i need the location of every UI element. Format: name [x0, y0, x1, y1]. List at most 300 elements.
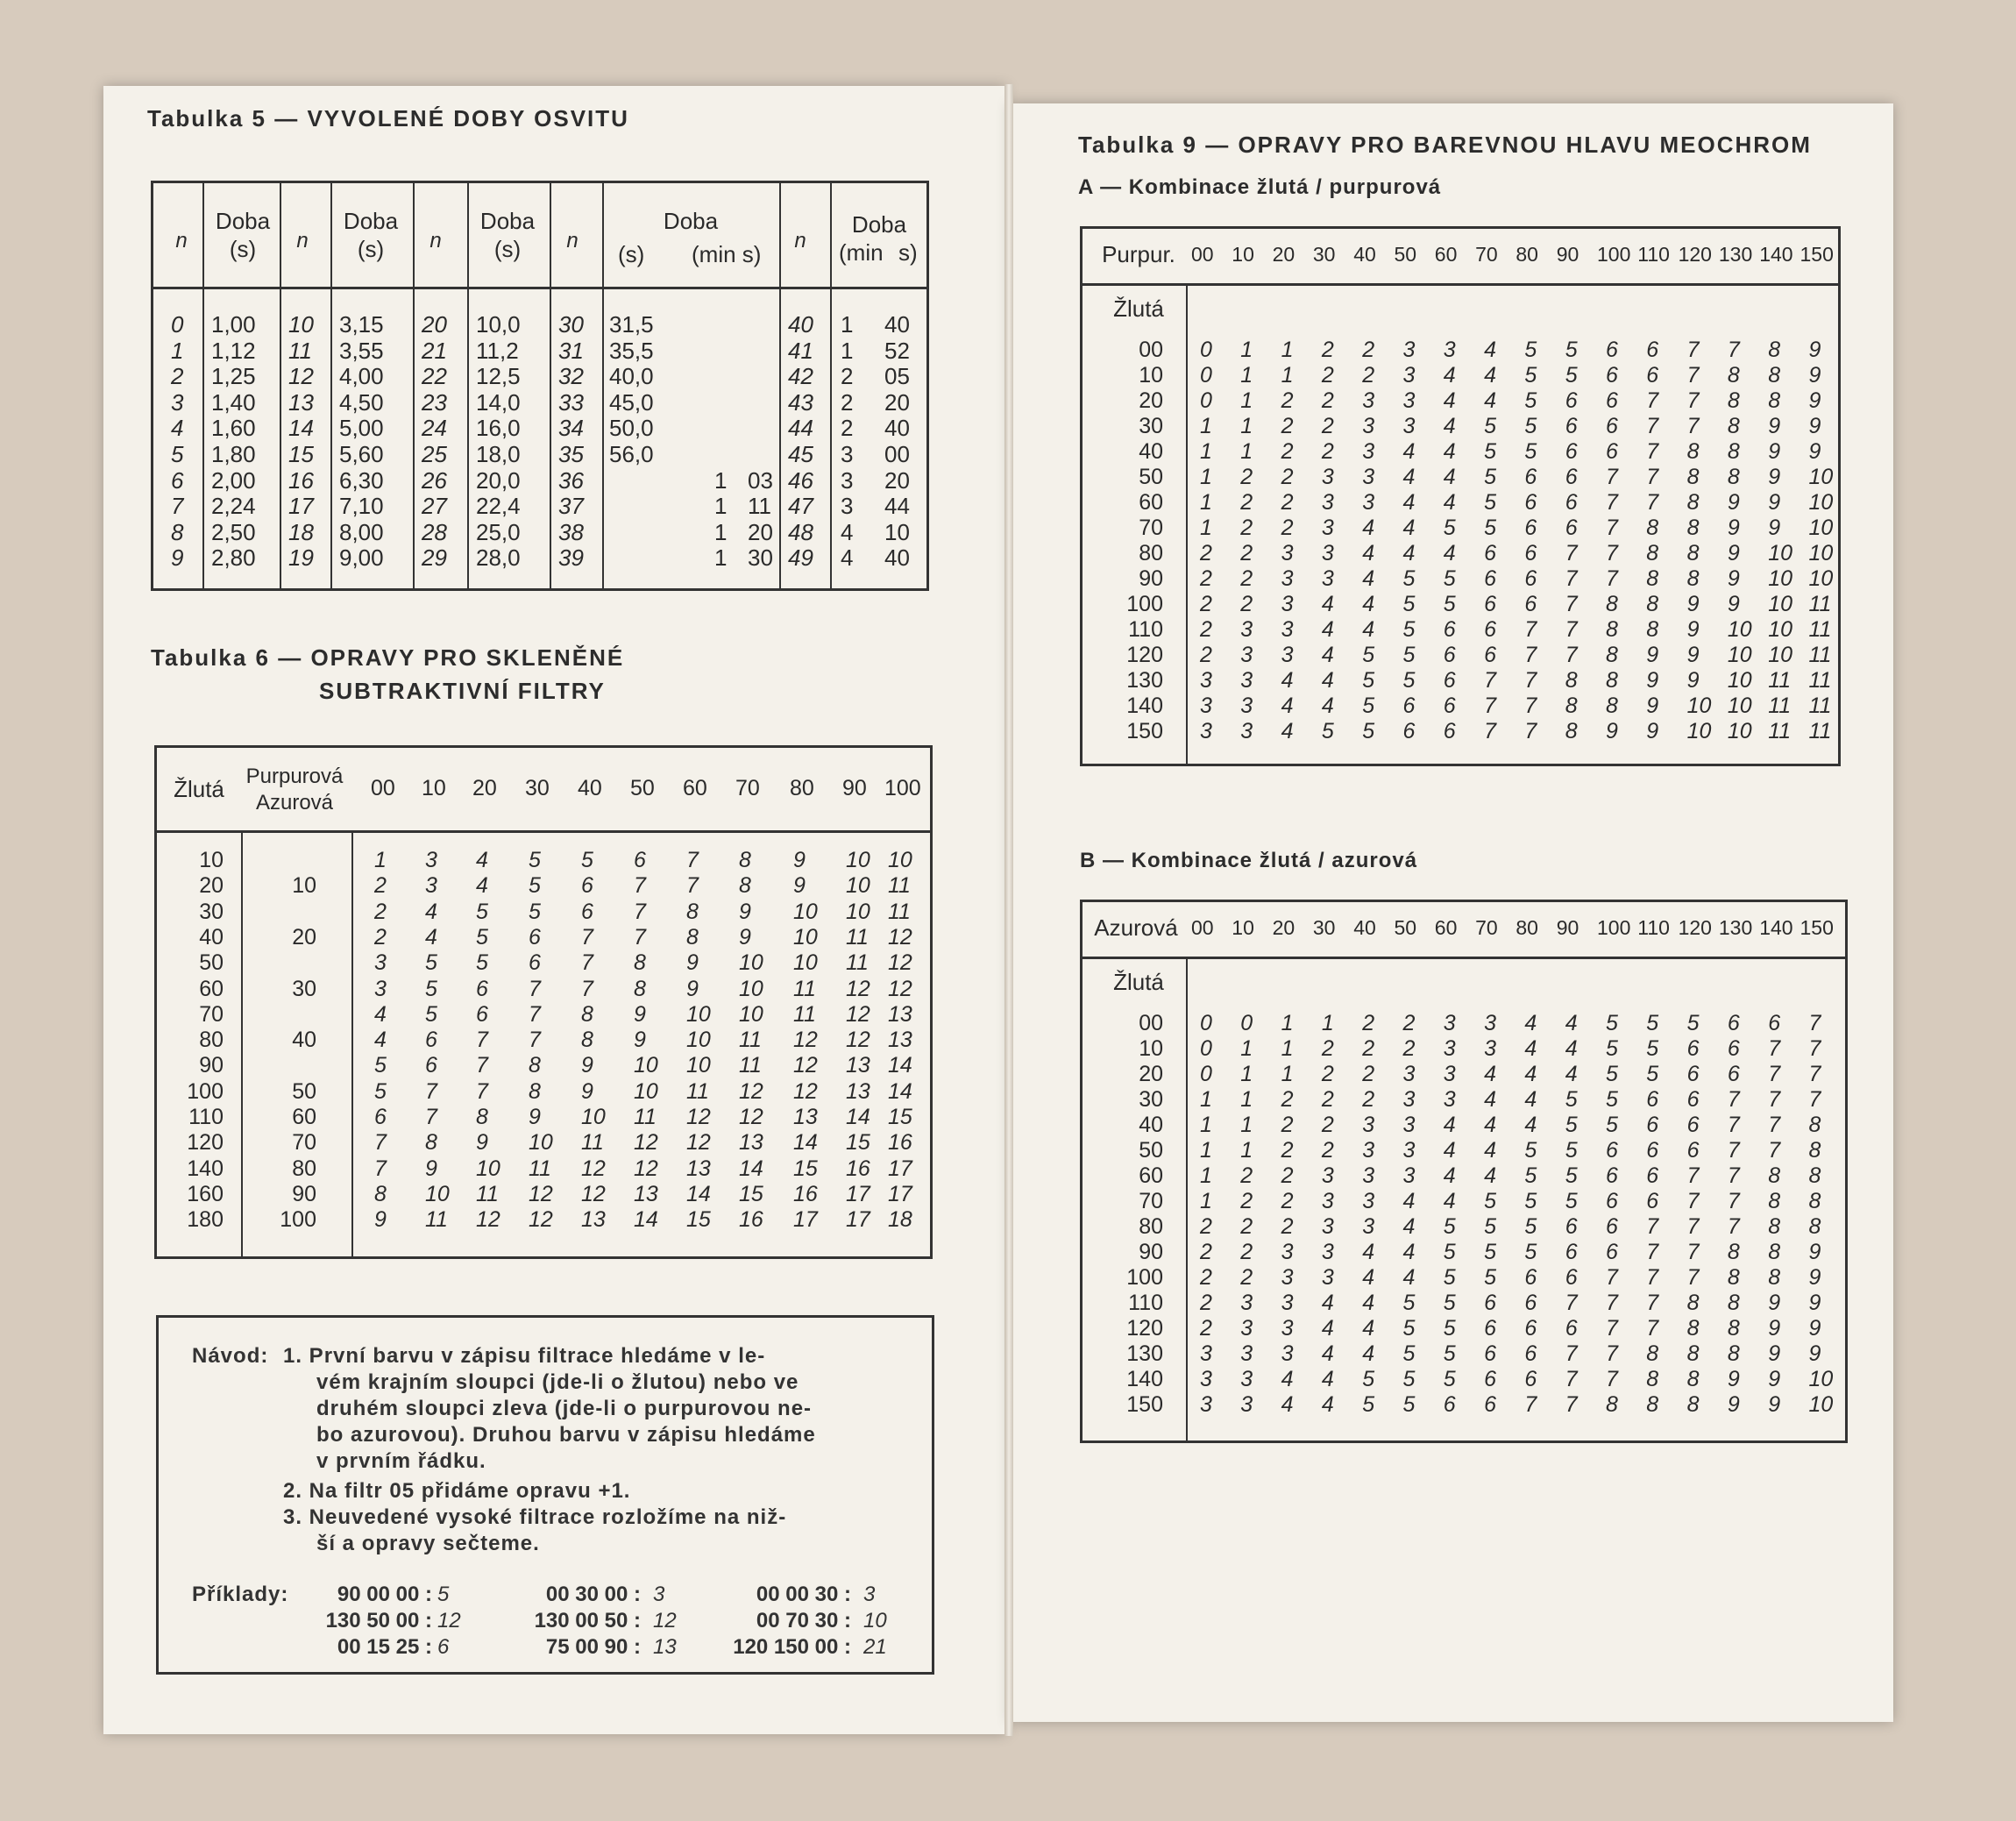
t9a-cell: 10	[1727, 617, 1752, 642]
t6-cell: 7	[686, 848, 699, 872]
t9b-cell: 6	[1646, 1113, 1659, 1137]
t9b-cell: 3	[1402, 1113, 1416, 1137]
t6-cell: 7	[634, 873, 646, 899]
t9b-cell: 10	[1808, 1367, 1834, 1391]
example-result: 21	[863, 1635, 887, 1659]
t9a-cell: 11	[1808, 668, 1832, 693]
t9a-h-purpur: Purpur.	[1102, 241, 1175, 267]
t6-row-zluta: 100	[187, 1078, 224, 1104]
t9a-cell: 7	[1524, 668, 1537, 693]
t9b-cell: 3	[1200, 1341, 1212, 1366]
t9b-cell: 8	[1808, 1138, 1821, 1163]
t9a-cell: 4	[1281, 719, 1294, 743]
example-code: 00 00 30 :	[756, 1583, 851, 1606]
t9a-cell: 11	[1808, 643, 1832, 667]
t9a-cell: 0	[1200, 338, 1212, 362]
t5-cell: 28	[422, 518, 447, 545]
t9b-cell: 2	[1281, 1163, 1294, 1188]
t9a-cell: 2	[1321, 388, 1334, 413]
t6-cell: 7	[476, 1078, 488, 1104]
t6-row-zluta: 70	[199, 1001, 224, 1027]
t9a-cell: 6	[1524, 592, 1537, 616]
t9a-cell: 9	[1727, 516, 1740, 540]
t5-cell: 16	[288, 466, 314, 494]
t9b-cell: 2	[1281, 1138, 1294, 1163]
t9b-col-header: 30	[1312, 916, 1336, 939]
t9b-col-header: 20	[1272, 916, 1295, 939]
t9a-cell: 8	[1565, 719, 1578, 743]
t9b-col-header: 150	[1799, 916, 1834, 939]
t9a-cell: 2	[1362, 363, 1375, 388]
t6-cell: 12	[476, 1207, 500, 1233]
t9a-cell: 2	[1321, 338, 1334, 362]
t6-cell: 13	[888, 1001, 912, 1027]
t9b-cell: 2	[1321, 1138, 1334, 1163]
t6-cell: 12	[686, 1130, 711, 1156]
t9a-cell: 3	[1362, 388, 1375, 413]
t9a-cell: 9	[1768, 414, 1781, 438]
t9a-cell: 10	[1808, 566, 1834, 591]
t5-h-s: (s)	[493, 236, 522, 262]
t9b-cell: 5	[1443, 1214, 1456, 1239]
t9b-cell: 6	[1646, 1087, 1659, 1112]
t9b-cell: 4	[1443, 1163, 1456, 1188]
t9a-cell: 9	[1727, 592, 1740, 616]
t6-cell: 12	[846, 1028, 870, 1053]
t5-cell: 30	[748, 544, 773, 572]
t5-cell: 36	[558, 466, 584, 494]
t5-cell: 1,60	[211, 415, 256, 442]
t6-col-header: 10	[422, 776, 446, 800]
t5-cell: 49	[788, 544, 813, 572]
t9b-cell: 4	[1281, 1392, 1294, 1417]
t9a-cell: 8	[1606, 668, 1618, 693]
t9b-cell: 7	[1768, 1113, 1781, 1137]
t6-cell: 18	[888, 1207, 912, 1233]
t9a-cell: 1	[1240, 388, 1253, 413]
t6-cell: 12	[686, 1105, 711, 1129]
t6-cell: 4	[476, 848, 488, 872]
t9b-cell: 9	[1768, 1392, 1781, 1417]
t9b-cell: 5	[1646, 1011, 1659, 1035]
t9b-cell: 3	[1200, 1392, 1212, 1417]
t9a-cell: 7	[1484, 719, 1496, 743]
t9a-cell: 2	[1240, 566, 1253, 591]
t6-row-purpurova: 60	[292, 1105, 316, 1129]
t5-cell: 11	[748, 493, 771, 520]
t9a-cell: 9	[1768, 439, 1781, 464]
t5-cell: 19	[288, 544, 314, 572]
t9b-cell: 3	[1281, 1265, 1294, 1290]
t6-row-zluta: 110	[188, 1105, 224, 1129]
t6-col-header: 20	[472, 776, 497, 800]
t5-cell: 3	[841, 466, 854, 494]
t9b-cell: 6	[1524, 1291, 1537, 1315]
t5-cell: 10	[884, 518, 910, 545]
t9b-cell: 4	[1321, 1341, 1334, 1366]
t6-cell: 10	[686, 1001, 711, 1027]
t9b-cell: 6	[1606, 1163, 1618, 1188]
t9a-cell: 7	[1524, 694, 1537, 718]
t5-cell: 05	[884, 363, 910, 390]
t9b-cell: 4	[1321, 1392, 1334, 1417]
t6-cell: 11	[739, 1028, 762, 1053]
t9b-cell: 1	[1281, 1036, 1294, 1061]
t6-cell: 4	[476, 873, 488, 899]
t6-cell: 8	[634, 976, 646, 1001]
t6-cell: 3	[425, 848, 437, 872]
t9a-cell: 2	[1200, 617, 1212, 642]
t9b-cell: 4	[1484, 1087, 1496, 1112]
instructions-box	[156, 1315, 934, 1675]
t6-cell: 5	[374, 1053, 387, 1078]
t5-cell: 20,0	[476, 466, 521, 494]
t9b-cell: 7	[1606, 1316, 1618, 1341]
t5-cell: 40,0	[609, 363, 654, 390]
t9a-cell: 8	[1727, 388, 1740, 413]
t9a-cell: 7	[1565, 541, 1578, 566]
t9a-cell: 5	[1443, 592, 1456, 616]
t9b-cell: 9	[1808, 1291, 1821, 1315]
t9b-row-label: 90	[1139, 1240, 1163, 1264]
t9a-cell: 7	[1686, 338, 1700, 362]
t5-cell: 29	[422, 544, 447, 572]
t9b-cell: 7	[1606, 1367, 1618, 1391]
example-code: 130 50 00 :	[325, 1609, 432, 1632]
t5-cell: 7,10	[339, 493, 384, 520]
t6-cell: 13	[846, 1078, 870, 1104]
t9b-cell: 4	[1524, 1087, 1537, 1112]
t9a-cell: 2	[1240, 490, 1253, 515]
t5-cell: 6	[171, 466, 184, 494]
t9b-cell: 4	[1524, 1062, 1537, 1086]
t6-cell: 9	[793, 873, 806, 899]
t9b-cell: 2	[1200, 1316, 1212, 1341]
t9b-col-header: 100	[1597, 916, 1631, 939]
instr-label: Návod:	[192, 1344, 269, 1368]
t5-cell: 40	[884, 544, 910, 572]
t9a-cell: 8	[1686, 516, 1700, 540]
t9b-cell: 5	[1565, 1138, 1578, 1163]
example-result: 12	[653, 1609, 677, 1632]
t9a-cell: 5	[1484, 439, 1496, 464]
t9a-cell: 9	[1808, 338, 1821, 362]
t9b-cell: 3	[1240, 1367, 1253, 1391]
t9a-cell: 9	[1646, 694, 1659, 718]
t5-cell: 4,50	[339, 388, 384, 416]
t6-cell: 9	[529, 1105, 541, 1129]
t9a-cell: 7	[1686, 363, 1700, 388]
t5-h-doba: Doba	[343, 208, 399, 234]
t9a-cell: 8	[1727, 414, 1740, 438]
t9a-cell: 5	[1402, 643, 1416, 667]
t5-cell: 42	[788, 363, 813, 390]
t9b-cell: 4	[1402, 1214, 1416, 1239]
t9a-row-label: 10	[1139, 363, 1163, 388]
t9b-row-label: 150	[1126, 1392, 1163, 1417]
instr-line7: 3. Neuvedené vysoké filtrace rozložíme na niž-	[283, 1505, 787, 1529]
t9b-cell: 4	[1524, 1036, 1537, 1061]
t9a-cell: 7	[1565, 617, 1578, 642]
t9a-cell: 4	[1443, 414, 1456, 438]
t5-cell: 45	[788, 441, 813, 467]
t6-cell: 9	[686, 950, 699, 976]
t6-row-purpurova: 40	[292, 1028, 316, 1053]
t6-cell: 10	[634, 1053, 658, 1078]
t9a-cell: 9	[1768, 516, 1781, 540]
t9b-row-label: 120	[1126, 1316, 1163, 1341]
t9a-cell: 3	[1402, 338, 1416, 362]
t6-cell: 7	[634, 924, 646, 950]
t6-cell: 12	[581, 1156, 606, 1181]
t9a-cell: 6	[1524, 516, 1537, 540]
t9a-cell: 7	[1565, 592, 1578, 616]
t6-cell: 12	[846, 976, 870, 1001]
t9b-cell: 7	[1686, 1265, 1700, 1290]
t6-cell: 15	[686, 1207, 711, 1233]
t9b-cell: 6	[1686, 1113, 1700, 1137]
t9a-cell: 9	[1686, 668, 1700, 693]
t9a-cell: 5	[1484, 465, 1496, 489]
t5-cell: 12	[288, 363, 314, 390]
t9b-cell: 2	[1240, 1240, 1253, 1264]
t9b-cell: 4	[1443, 1189, 1456, 1213]
t5-cell: 44	[884, 493, 910, 520]
t9a-row-label: 50	[1139, 465, 1163, 489]
t9a-cell: 9	[1686, 617, 1700, 642]
t9a-cell: 3	[1281, 643, 1294, 667]
t9a-cell: 7	[1484, 694, 1496, 718]
t6-col-header: 80	[790, 776, 814, 800]
t9b-cell: 5	[1362, 1367, 1375, 1391]
t9b-cell: 7	[1727, 1087, 1740, 1112]
t9b-row-label: 10	[1139, 1036, 1163, 1061]
t5-h-n: n	[794, 229, 806, 253]
t9a-col-header: 60	[1434, 243, 1458, 266]
t9b-cell: 2	[1321, 1087, 1334, 1112]
t9b-cell: 6	[1686, 1062, 1700, 1086]
t6-cell: 10	[686, 1053, 711, 1078]
example-result: 3	[863, 1583, 876, 1606]
t6-cell: 7	[581, 950, 593, 976]
t9a-cell: 6	[1565, 490, 1578, 515]
t6-cell: 11	[888, 873, 911, 899]
t9a-cell: 10	[1768, 643, 1792, 667]
t9b-cell: 3	[1321, 1240, 1334, 1264]
t5-cell: 1,12	[211, 337, 256, 364]
t9a-cell: 3	[1321, 516, 1334, 540]
t6-cell: 11	[686, 1078, 709, 1104]
t9b-cell: 4	[1321, 1367, 1334, 1391]
t5-cell: 10,0	[476, 311, 521, 338]
t5-cell: 15	[288, 441, 314, 467]
t6-cell: 10	[581, 1105, 606, 1129]
t9b-row-label: 70	[1139, 1189, 1163, 1213]
t9b-col-header: 140	[1759, 916, 1793, 939]
t9b-cell: 1	[1200, 1113, 1212, 1137]
t6-cell: 17	[846, 1207, 870, 1233]
t6-cell: 11	[888, 899, 911, 924]
t9a-col-header: 80	[1516, 243, 1538, 266]
t6-cell: 14	[739, 1156, 763, 1181]
t6-cell: 8	[529, 1078, 541, 1104]
t9a-col-header: 40	[1353, 243, 1376, 266]
t6-col-header: 90	[842, 776, 867, 800]
t5-cell: 26	[422, 466, 447, 494]
t9b-cell: 4	[1484, 1163, 1496, 1188]
t6-row-zluta: 80	[199, 1028, 224, 1053]
t9b-cell: 3	[1443, 1011, 1456, 1035]
t6-cell: 3	[374, 976, 387, 1001]
t9a-cell: 2	[1240, 465, 1253, 489]
t5-cell: 4	[171, 415, 184, 442]
t9a-cell: 7	[1606, 516, 1618, 540]
example-code: 75 00 90 :	[545, 1635, 641, 1659]
t6-cell: 7	[581, 924, 593, 950]
t9b-cell: 9	[1768, 1291, 1781, 1315]
t9a-cell: 5	[1524, 388, 1537, 413]
t9a-col-header: 100	[1597, 243, 1631, 266]
t9a-cell: 6	[1606, 414, 1618, 438]
t6-cell: 16	[846, 1156, 870, 1181]
t9a-cell: 2	[1281, 414, 1294, 438]
t6-row-zluta: 40	[199, 924, 224, 950]
t9a-cell: 1	[1240, 363, 1253, 388]
t9b-cell: 3	[1484, 1011, 1496, 1035]
t6-cell: 8	[476, 1105, 488, 1129]
t5-column-rule	[830, 183, 832, 588]
t9a-cell: 1	[1200, 516, 1212, 540]
t9b-cell: 6	[1606, 1189, 1618, 1213]
t5-cell: 50,0	[609, 415, 654, 442]
t6-cell: 11	[793, 976, 816, 1001]
t5-cell: 14,0	[476, 388, 521, 416]
t6-cell: 11	[739, 1053, 762, 1078]
t5-cell: 25	[422, 441, 447, 467]
t9b-cell: 9	[1808, 1265, 1821, 1290]
t9b-cell: 2	[1321, 1062, 1334, 1086]
t9a-cell: 2	[1281, 490, 1294, 515]
t9a-cell: 7	[1524, 643, 1537, 667]
t9a-cell: 2	[1281, 516, 1294, 540]
t9a-cell: 6	[1443, 694, 1456, 718]
t5-cell: 00	[884, 441, 910, 467]
t6-row-zluta: 60	[199, 976, 224, 1001]
t6-row-zluta: 120	[187, 1130, 224, 1156]
t6-cell: 6	[374, 1105, 387, 1129]
t9b-cell: 6	[1565, 1240, 1578, 1264]
table6-title-line2: SUBTRAKTIVNÍ FILTRY	[319, 678, 606, 704]
t9a-cell: 8	[1768, 338, 1781, 362]
t5-cell: 27	[422, 493, 447, 520]
t9a-cell: 1	[1240, 414, 1253, 438]
t6-cell: 12	[529, 1207, 553, 1233]
t9a-cell: 7	[1606, 465, 1618, 489]
t9b-cell: 4	[1524, 1011, 1537, 1035]
t5-cell: 4,00	[339, 363, 384, 390]
t5-column-rule	[602, 183, 604, 588]
t9b-cell: 5	[1524, 1240, 1537, 1264]
t6-cell: 10	[888, 848, 912, 872]
t9b-cell: 2	[1362, 1062, 1375, 1086]
t9a-cell: 6	[1524, 490, 1537, 515]
t9a-cell: 4	[1443, 490, 1456, 515]
t9a-cell: 7	[1565, 643, 1578, 667]
t5-cell: 47	[788, 493, 813, 520]
t5-cell: 18,0	[476, 441, 521, 467]
t9a-cell: 2	[1200, 541, 1212, 566]
t9a-cell: 6	[1524, 566, 1537, 591]
t9a-cell: 1	[1281, 363, 1294, 388]
t6-cell: 7	[425, 1105, 437, 1129]
t6-cell: 7	[374, 1130, 387, 1156]
table5	[151, 181, 929, 591]
t9a-cell: 7	[1646, 439, 1659, 464]
t9b-cell: 4	[1362, 1240, 1375, 1264]
t9a-cell: 6	[1484, 592, 1496, 616]
t6-cell: 4	[374, 1028, 387, 1053]
t6-cell: 13	[846, 1053, 870, 1078]
t9a-col-header: 00	[1191, 243, 1214, 266]
t5-cell: 44	[788, 415, 813, 442]
t6-cell: 14	[888, 1053, 912, 1078]
t6-cell: 11	[425, 1207, 448, 1233]
t9a-cell: 7	[1524, 617, 1537, 642]
t9a-row-label: 100	[1126, 592, 1163, 616]
t9b-cell: 8	[1727, 1240, 1740, 1264]
t9a-cell: 4	[1362, 617, 1375, 642]
t9b-cell: 4	[1443, 1138, 1456, 1163]
t9a-cell: 2	[1200, 592, 1212, 616]
t9b-cell: 5	[1524, 1163, 1537, 1188]
t9a-cell: 3	[1200, 719, 1212, 743]
t9b-cell: 3	[1240, 1392, 1253, 1417]
t9b-cell: 8	[1768, 1214, 1781, 1239]
t9a-cell: 6	[1565, 388, 1578, 413]
t5-cell: 39	[558, 544, 584, 572]
t9b-col-header: 70	[1475, 916, 1498, 939]
t9a-cell: 8	[1727, 439, 1740, 464]
t9b-cell: 2	[1281, 1087, 1294, 1112]
t9a-cell: 0	[1200, 363, 1212, 388]
t5-cell: 52	[884, 337, 910, 364]
t6-cell: 3	[425, 873, 437, 899]
t6-cell: 5	[425, 950, 437, 976]
t6-col-header: 60	[683, 776, 707, 800]
t9a-cell: 5	[1443, 566, 1456, 591]
t9b-cell: 6	[1443, 1392, 1456, 1417]
t5-cell: 31,5	[609, 311, 654, 338]
t9a-row-label: 120	[1126, 643, 1163, 667]
t6-cell: 14	[888, 1078, 912, 1104]
t6-cell: 8	[739, 848, 751, 872]
t9a-cell: 10	[1768, 592, 1792, 616]
t9b-cell: 4	[1484, 1138, 1496, 1163]
t5-cell: 43	[788, 388, 813, 416]
t9b-cell: 3	[1443, 1087, 1456, 1112]
table9-title: Tabulka 9 — OPRAVY PRO BAREVNOU HLAVU MEOCHROM	[1078, 132, 1812, 158]
t9b-cell: 3	[1200, 1367, 1212, 1391]
t6-cell: 12	[888, 976, 912, 1001]
t9b-cell: 6	[1484, 1291, 1496, 1315]
t5-cell: 40	[788, 311, 813, 338]
t5-cell: 32	[558, 363, 584, 390]
t6-cell: 7	[425, 1078, 437, 1104]
t9a-cell: 9	[1808, 363, 1821, 388]
t6-cell: 14	[634, 1207, 658, 1233]
t9a-col-header: 120	[1678, 243, 1712, 266]
t9a-cell: 8	[1686, 439, 1700, 464]
